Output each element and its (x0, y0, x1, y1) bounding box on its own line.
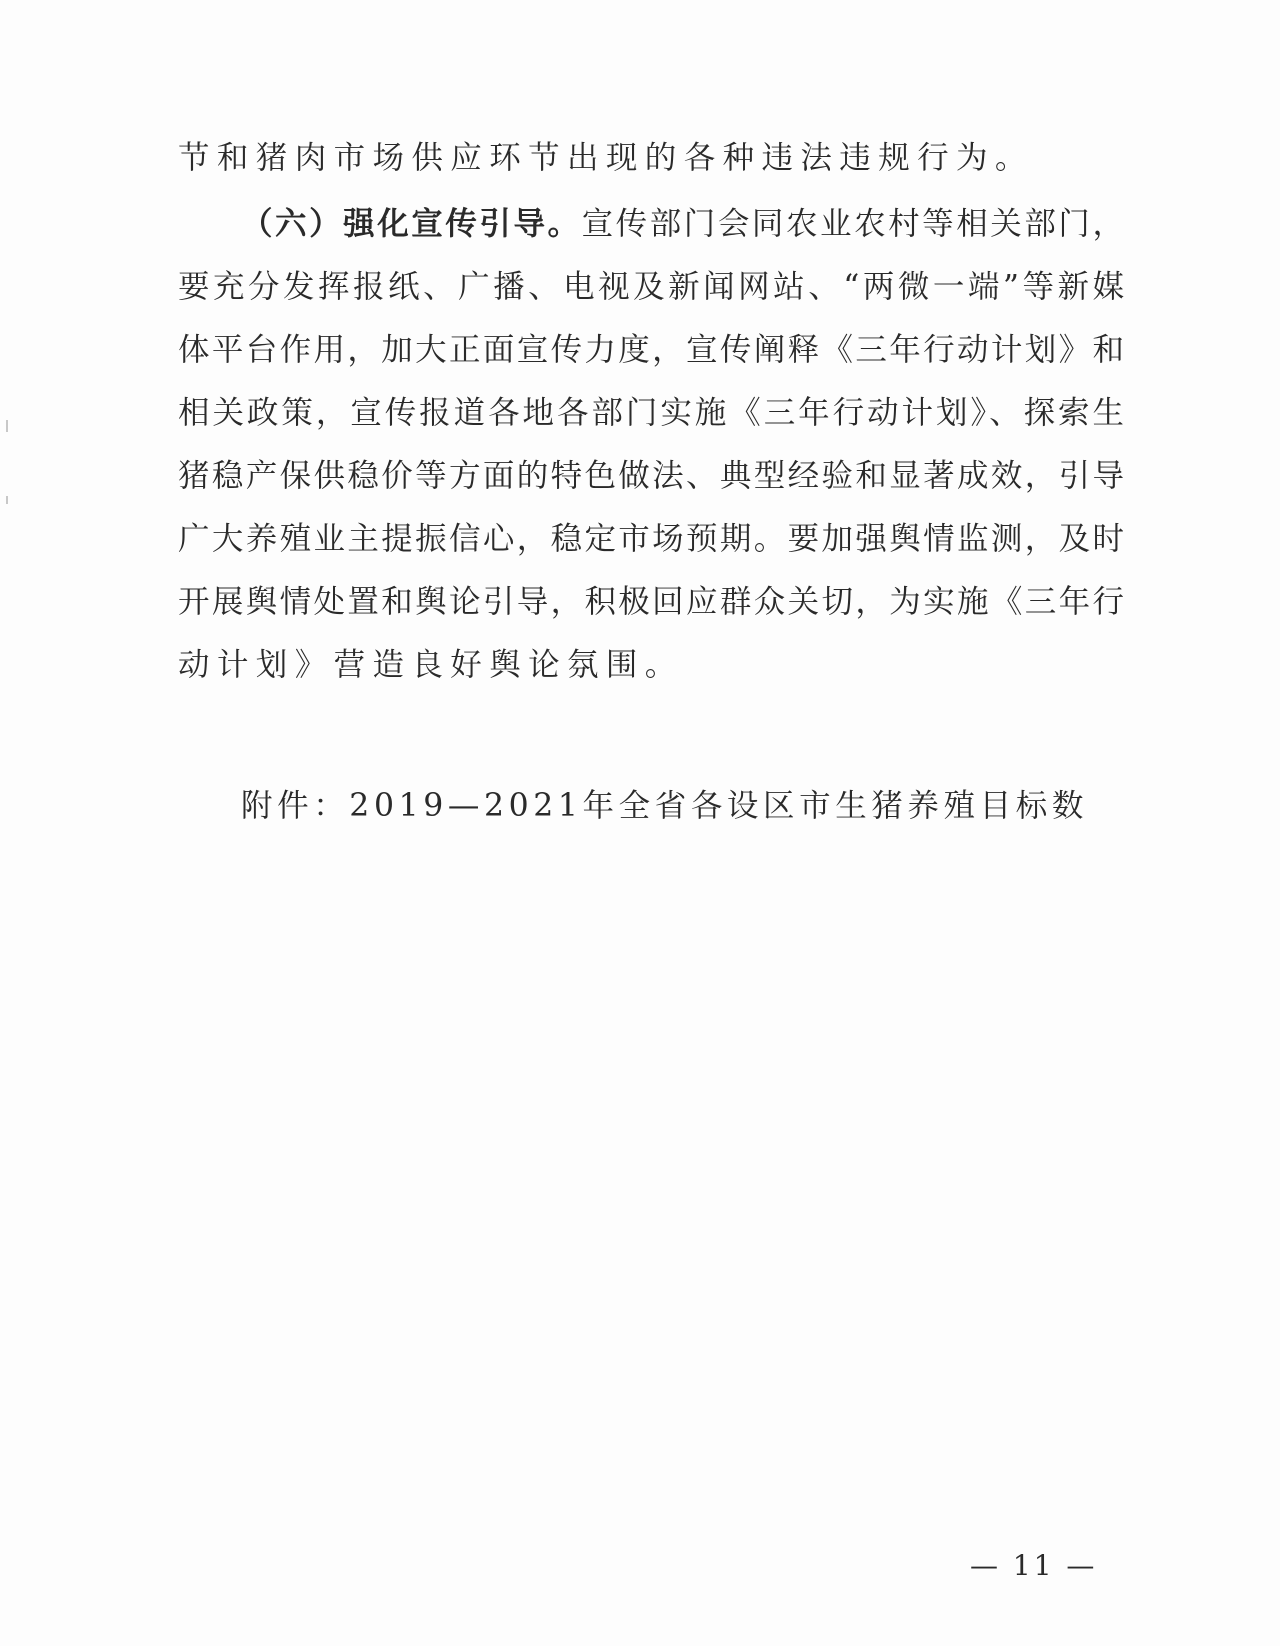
attachment-note: 附件：2019—2021年全省各设区市生猪养殖目标数 (241, 788, 1088, 824)
page-number: — 11 — (970, 1549, 1098, 1582)
paragraph-heading-line (241, 204, 1124, 244)
paragraph-line: 节和猪肉市场供应环节出现的各种违法违规行为。 (178, 140, 1034, 176)
scan-speck (6, 420, 8, 432)
paragraph-line: 猪稳产保供稳价等方面的特色做法、典型经验和显著成效，引导 (178, 458, 1124, 494)
scan-speck (6, 496, 8, 504)
section-heading: （六）强化宣传引导。 (241, 206, 582, 242)
paragraph-text: 宣传部门会同农业农村等相关部门， (581, 206, 1124, 242)
paragraph-line: 体平台作用，加大正面宣传力度，宣传阐释《三年行动计划》和 (178, 332, 1124, 368)
paragraph-line: 要充分发挥报纸、广播、电视及新闻网站、“两微一端”等新媒 (178, 269, 1124, 305)
paragraph-line: 相关政策，宣传报道各地各部门实施《三年行动计划》、探索生 (178, 395, 1124, 431)
paragraph-line: 动计划》营造良好舆论氛围。 (178, 647, 684, 683)
paragraph-line: 广大养殖业主提振信心，稳定市场预期。要加强舆情监测，及时 (178, 521, 1124, 557)
paragraph-line: 开展舆情处置和舆论引导，积极回应群众关切，为实施《三年行 (178, 584, 1124, 620)
